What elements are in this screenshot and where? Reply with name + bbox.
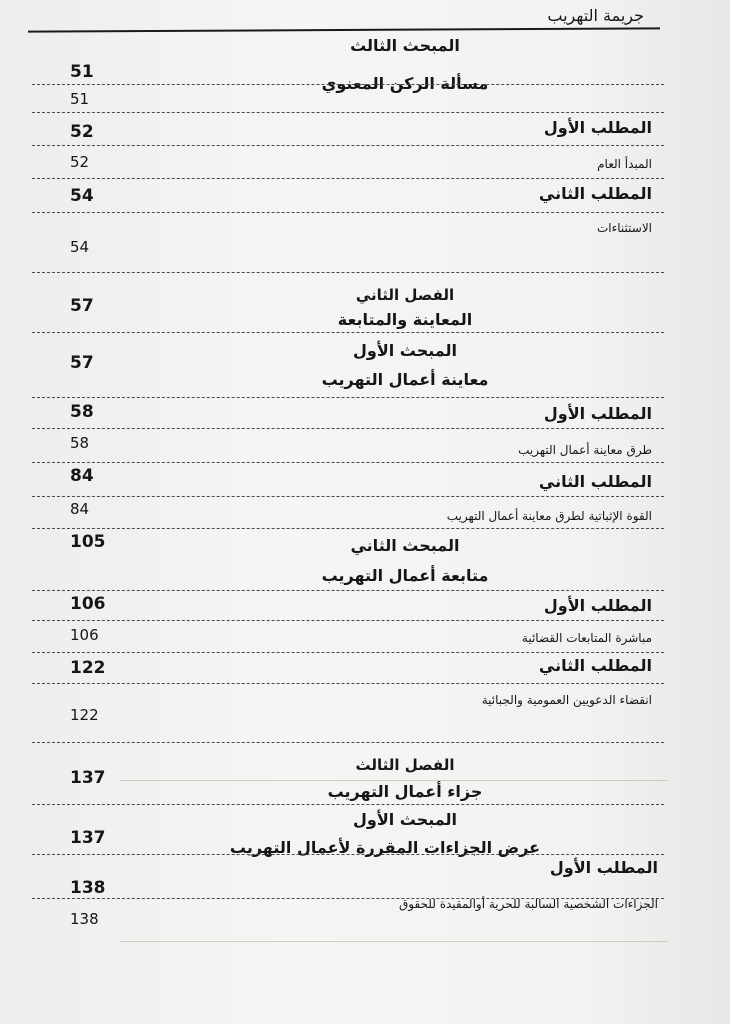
toc-page-number: 122 [70,658,106,678]
toc-leader-line [32,683,664,684]
toc-heading: الفصل الثالث [355,756,455,774]
toc-heading: المبحث الأول [352,810,457,829]
toc-page-number: 57 [70,296,94,316]
toc-leader-line [32,212,664,213]
toc-page-number: 138 [70,910,99,928]
toc-heading: الفصل الثاني [355,286,455,304]
running-header-title: جريمة التهريب [547,6,644,25]
toc-page-number: 137 [70,828,106,848]
toc-leader-line [32,272,664,273]
toc-leader-line [32,652,664,653]
toc-item: الاستثناءات [596,221,652,235]
toc-page-number: 84 [70,466,94,486]
toc-item: طرق معاينة أعمال التهريب [518,443,652,457]
toc-page-number: 58 [70,434,90,452]
toc-leader-line [32,145,664,146]
toc-leader-line [32,397,664,398]
toc-subheading: المطلب الثاني [538,184,652,203]
toc-heading: المبحث الثاني [350,536,460,555]
toc-heading: متابعة أعمال التهريب [321,566,489,585]
toc-item: المبدأ العام [597,157,652,171]
toc-leader-line [32,178,664,179]
toc-page-number: 54 [70,238,90,256]
toc-page-number: 122 [70,706,99,724]
toc-page-number: 58 [70,402,94,422]
toc-page-number: 57 [70,353,94,373]
toc-leader-line [32,590,664,591]
toc-item: القوة الإثباتية لطرق معاينة أعمال التهريب [446,509,652,523]
toc-heading: المبحث الأول [352,341,457,360]
toc-subheading: المطلب الأول [543,596,652,615]
toc-page-number: 106 [70,626,99,644]
toc-leader-line [32,462,664,463]
toc-leader-line [32,332,664,333]
toc-page-number: 54 [70,186,94,206]
toc-page-number: 137 [70,768,106,788]
toc-subheading: المطلب الثاني [538,656,652,675]
toc-heading: المبحث الثالث [350,36,460,55]
toc-subheading: المطلب الأول [543,404,652,423]
toc-page-number: 105 [70,532,106,552]
toc-subheading: المطلب الثاني [538,472,652,491]
toc-leader-line [32,112,664,113]
toc-page-number: 51 [70,62,94,82]
toc-leader-line [32,84,664,85]
toc-heading: المعاينة والمتابعة [337,310,473,329]
toc-page-number: 51 [70,90,90,108]
toc-subheading: المطلب الأول [549,858,658,877]
toc-page-number: 52 [70,122,94,142]
toc-subheading: المطلب الأول [543,118,652,137]
toc-heading: جزاء أعمال التهريب [327,782,483,801]
toc-item: مباشرة المتابعات القضائية [521,631,652,645]
toc-leader-line [32,428,664,429]
toc-leader-line [32,528,664,529]
toc-item: الجزاءات الشخصية السالبة للحرية أوالمقيدة للحقوق [398,897,658,911]
toc-page-number: 84 [70,500,90,518]
bleed-through-box [120,780,668,942]
toc-leader-line [32,620,664,621]
toc-heading: معاينة أعمال التهريب [321,370,489,389]
toc-page-number: 52 [70,153,90,171]
toc-page-number: 138 [70,878,106,898]
toc-heading: مسألة الركن المعنوي [321,74,489,93]
toc-heading: عرض الجزاءات المقررة لأعمال التهريب [229,838,541,857]
toc-leader-line [32,742,664,743]
toc-page-number: 106 [70,594,106,614]
toc-leader-line [32,496,664,497]
toc-item: انقضاء الدعويين العمومية والجبائية [481,693,652,707]
